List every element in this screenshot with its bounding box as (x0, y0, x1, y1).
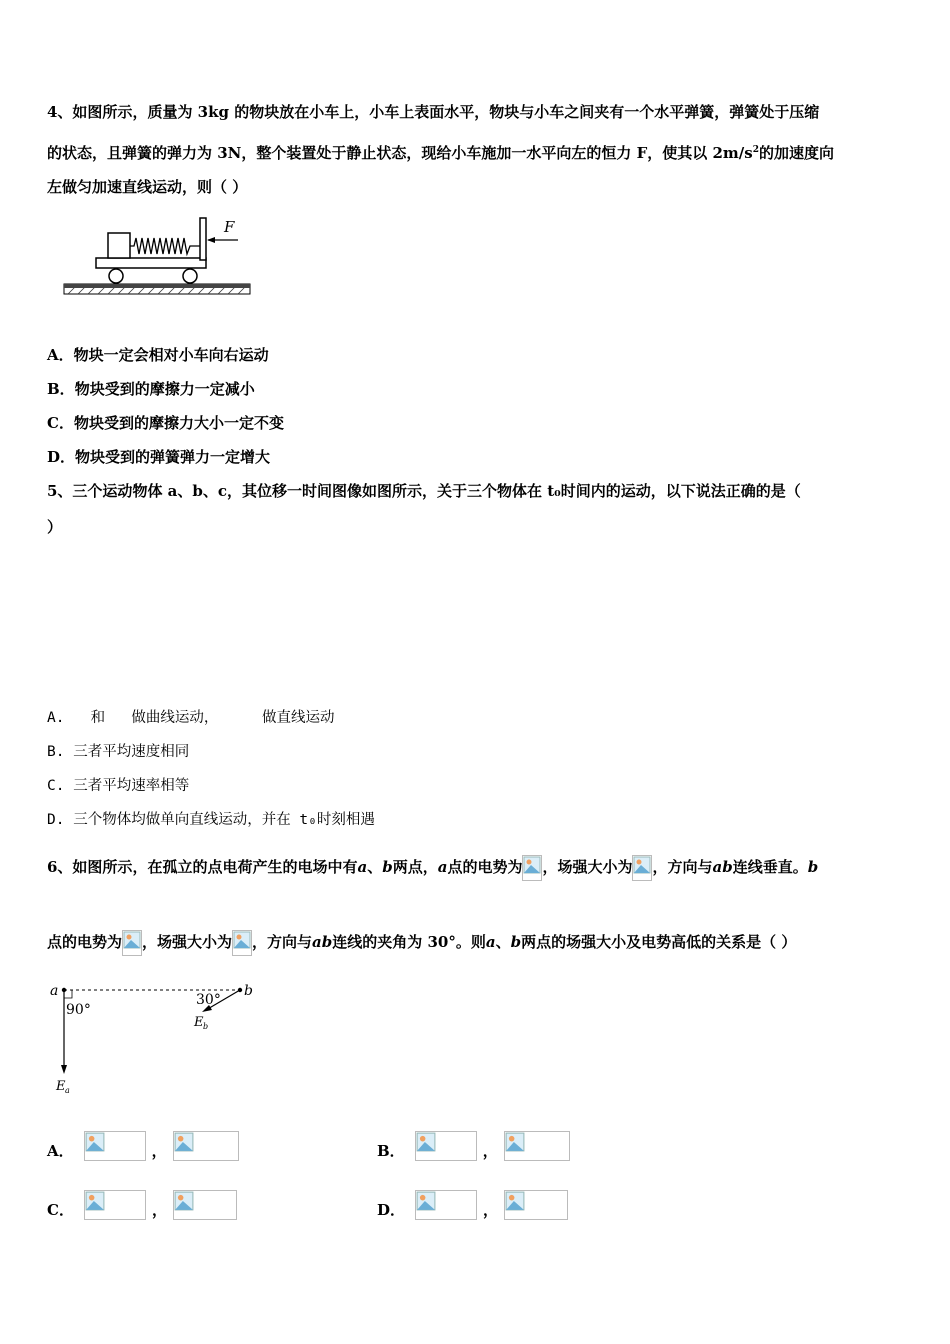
force-label: F (224, 218, 235, 236)
option-label: B. (47, 744, 65, 760)
electric-field-figure (46, 978, 276, 1102)
field-a-label: E (56, 1079, 66, 1094)
q6-option-a (47, 1131, 239, 1161)
label-a: a (50, 983, 59, 999)
broken-image-icon (232, 930, 252, 956)
q6-option-b (377, 1131, 570, 1161)
q6-text: 连线的夹角为 30°。则 (332, 933, 486, 951)
option-label: D. (47, 812, 65, 828)
q6-text: 6、如图所示，在孤立的点电荷产生的电场中有 (47, 858, 358, 876)
point-a: a (437, 858, 448, 876)
option-comma: ， (483, 1201, 499, 1219)
option-text: 物块受到的摩擦力大小一定不变 (73, 414, 284, 432)
q4-option-a (47, 345, 269, 365)
option-comma: ， (482, 1142, 498, 1160)
q6-text: ，场强大小为 (542, 858, 633, 876)
option-text: 和 做曲线运动， 做直线运动 (73, 710, 335, 726)
option-label: B． (377, 1142, 405, 1160)
q6-option-c (47, 1190, 237, 1220)
broken-image-icon (415, 1131, 477, 1161)
q6-text: 点的电势为 (447, 858, 523, 876)
option-comma: ， (151, 1142, 167, 1160)
option-label: C． (47, 414, 74, 432)
q6-text: 两点， (392, 858, 438, 876)
point-a: a (357, 858, 368, 876)
broken-image-icon (504, 1131, 570, 1161)
point-b: b (510, 933, 522, 951)
q5-option-b (47, 742, 189, 762)
option-label: A． (47, 346, 74, 364)
option-text: 物块受到的摩擦力一定减小 (74, 380, 255, 398)
option-label: D． (377, 1201, 406, 1219)
field-b-label: E (194, 1015, 204, 1030)
broken-image-icon (632, 855, 652, 881)
broken-image-icon (173, 1190, 237, 1220)
q6-text: 、 (495, 933, 511, 951)
broken-image-icon (522, 855, 542, 881)
field-a-sub: a (65, 1086, 70, 1095)
segment-ab: ab (712, 858, 733, 876)
q4-line-2 (47, 140, 834, 163)
q6-line-1 (47, 855, 818, 881)
point-a: a (485, 933, 496, 951)
q5-line-2: ） (47, 518, 63, 536)
option-text: 物块受到的弹簧弹力一定增大 (75, 448, 271, 466)
field-b-sub: b (203, 1022, 209, 1031)
q5-option-d (47, 810, 375, 830)
q5-option-c (47, 776, 189, 796)
q6-text: ，方向与 (652, 858, 713, 876)
point-b: b (382, 858, 393, 876)
q6-text: 、 (367, 858, 383, 876)
point-b: b (807, 858, 819, 876)
q5-option-a (47, 708, 335, 728)
q4-option-d (47, 447, 270, 467)
q6-line-2 (47, 930, 796, 956)
q4-option-b (47, 379, 255, 399)
broken-image-icon (504, 1190, 568, 1220)
angle-90: 90° (66, 1002, 91, 1018)
q4-line-3: 左做匀加速直线运动，则（ ） (47, 178, 248, 196)
label-b: b (244, 983, 253, 999)
broken-image-icon (173, 1131, 239, 1161)
segment-ab: ab (312, 933, 333, 951)
q6-text: ，方向与 (252, 933, 313, 951)
broken-image-icon (122, 930, 142, 956)
option-text: 三个物体均做单向直线运动，并在 t₀时刻相遇 (73, 812, 375, 828)
option-text: 三者平均速度相同 (73, 744, 190, 760)
q6-text: 点的电势为 (47, 933, 123, 951)
broken-image-icon (84, 1190, 146, 1220)
q4-superscript: 2 (752, 145, 759, 155)
q4-line-2-text: 的状态，且弹簧的弹力为 3N，整个装置处于静止状态，现给小车施加一水平向左的恒力 F，使其以 2m/s (47, 144, 753, 162)
q6-text: 连线垂直。 (732, 858, 808, 876)
q6-text: ，场强大小为 (142, 933, 233, 951)
option-text: 三者平均速率相等 (73, 778, 190, 794)
cart-spring-figure (60, 210, 260, 304)
option-text: 物块一定会相对小车向右运动 (73, 346, 269, 364)
broken-image-icon (415, 1190, 477, 1220)
q5-line-1: 5、三个运动物体 a、b、c，其位移一时间图像如图所示，关于三个物体在 t₀时间内的运动，以下说法正确的是（ (47, 482, 801, 500)
option-label: C． (47, 1201, 74, 1219)
option-label: D． (47, 448, 76, 466)
q6-text: 两点的场强大小及电势高低的关系是（ ） (521, 933, 797, 951)
q4-option-c (47, 413, 284, 433)
option-label: A． (47, 1142, 74, 1160)
q4-line-1: 4、如图所示，质量为 3kg 的物块放在小车上，小车上表面水平，物块与小车之间夹有一个水平弹簧，弹簧处于压缩 (47, 103, 820, 121)
q4-line-2-tail: 的加速度向 (758, 144, 834, 162)
q6-option-d (377, 1190, 568, 1220)
option-label: A. (47, 710, 65, 726)
option-comma: ， (151, 1201, 167, 1219)
angle-30: 30° (196, 992, 221, 1008)
option-label: C. (47, 778, 65, 794)
broken-image-icon (84, 1131, 146, 1161)
option-label: B． (47, 380, 75, 398)
